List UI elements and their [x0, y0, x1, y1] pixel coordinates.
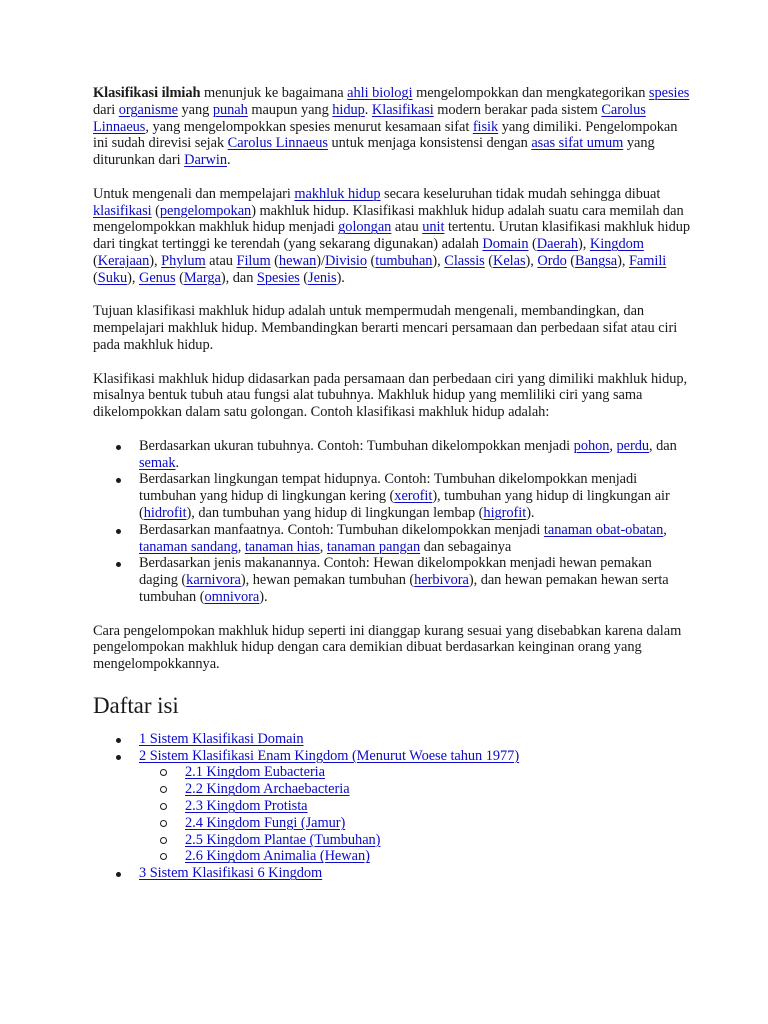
text: ), dan hewan pemakan hewan serta tumbuhan ( [139, 572, 669, 605]
link-carolus-linnaeus-2[interactable]: Carolus Linnaeus [227, 135, 328, 152]
text: ), dan [220, 269, 257, 286]
toc-subitem [185, 764, 691, 781]
classification-order-paragraph [93, 186, 691, 287]
toc-link-eubacteria[interactable]: 2.1 Kingdom Eubacteria [185, 764, 325, 781]
link-pohon[interactable]: pohon [573, 437, 610, 454]
link-kelas[interactable]: Kelas [493, 252, 526, 269]
link-ordo[interactable]: Ordo [537, 252, 567, 269]
link-klasifikasi-2[interactable]: klasifikasi [93, 202, 152, 219]
link-hewan[interactable]: hewan [278, 252, 317, 269]
link-carolus-linnaeus[interactable]: Carolus Linnaeus [93, 101, 646, 135]
link-organisme[interactable]: organisme [118, 101, 178, 118]
toc-subitem [185, 781, 691, 798]
text: ( [366, 252, 376, 269]
toc-sublist [139, 764, 691, 865]
document-body [93, 85, 691, 882]
toc-link-6-kingdom[interactable]: 3 Sistem Klasifikasi 6 Kingdom [139, 865, 323, 882]
list-item [139, 438, 691, 472]
text: ). [336, 269, 345, 286]
text: dan sebagainya [420, 538, 512, 555]
link-klasifikasi[interactable]: Klasifikasi [371, 101, 434, 118]
text: , dan [649, 437, 677, 454]
link-hidup[interactable]: hidup [332, 101, 365, 118]
text: yang dimiliki. Pengelompokan ini sudah direvisi sejak [93, 118, 678, 152]
toc-link-fungi[interactable]: 2.4 Kingdom Fungi (Jamur) [185, 814, 346, 831]
intro-paragraph [93, 85, 691, 169]
link-tumbuhan[interactable]: tumbuhan [375, 252, 433, 269]
link-semak[interactable]: semak [139, 454, 176, 471]
link-unit[interactable]: unit [422, 219, 445, 236]
text: )/ [316, 252, 325, 269]
text: modern berakar pada sistem [433, 101, 602, 118]
text: atau [205, 252, 237, 269]
link-omnivora[interactable]: omnivora [204, 588, 260, 605]
text: ( [175, 269, 184, 286]
link-kingdom[interactable]: Kingdom [589, 236, 644, 253]
toc-link-protista[interactable]: 2.3 Kingdom Protista [185, 798, 308, 815]
text: secara keseluruhan tidak mudah sehingga dibuat [380, 185, 661, 202]
text: Berdasarkan manfaatnya. Contoh: Tumbuhan dikelompokkan menjadi [139, 521, 544, 538]
text: Berdasarkan lingkungan tempat hidupnya. Contoh: Tumbuhan dikelompokkan menjadi tumbuhan yang hidup di lingkungan kering ( [139, 471, 638, 505]
text: menunjuk ke bagaimana [200, 85, 348, 101]
toc-link-animalia[interactable]: 2.6 Kingdom Animalia (Hewan) [185, 848, 370, 865]
example-list [93, 438, 691, 606]
link-suku[interactable]: Suku [97, 269, 128, 286]
text: ), dan tumbuhan yang hidup di lingkungan lembap ( [186, 504, 484, 521]
text: ( [151, 202, 160, 219]
link-karnivora[interactable]: karnivora [186, 572, 241, 589]
link-tanaman-pangan[interactable]: tanaman pangan [326, 538, 421, 555]
link-spesies-2[interactable]: Spesies [256, 269, 300, 286]
text: . [226, 152, 231, 169]
link-pengelompokan[interactable]: pengelompokan [159, 202, 252, 219]
list-item [139, 522, 691, 556]
toc-item [139, 865, 691, 882]
text: , [319, 538, 327, 555]
text: maupun yang [247, 101, 333, 118]
link-phylum[interactable]: Phylum [161, 252, 206, 269]
text: ), [525, 252, 538, 269]
link-spesies[interactable]: spesies [648, 85, 690, 101]
list-item [139, 471, 691, 521]
toc-item [139, 731, 691, 748]
basis-paragraph: Klasifikasi makhluk hidup didasarkan pada persamaan dan perbedaan ciri yang dimiliki makhluk hidup, misalnya bentuk tubuh atau fungsi alat tubuhnya. Makhluk hidup yang memliliki ciri yang sama dikelompokkan dalam satu golongan. Contoh klasifikasi makhluk hidup adalah: [93, 370, 688, 421]
link-darwin[interactable]: Darwin [184, 152, 227, 169]
toc-subitem [185, 848, 691, 865]
text: , [663, 521, 667, 538]
toc-item [139, 748, 691, 866]
text: ), [578, 236, 590, 253]
link-bangsa[interactable]: Bangsa [575, 252, 618, 269]
link-higrofit[interactable]: higrofit [483, 504, 527, 521]
toc-link-archaebacteria[interactable]: 2.2 Kingdom Archaebacteria [185, 781, 350, 798]
link-tanaman-obat-obatan[interactable]: tanaman obat-obatan [543, 521, 664, 538]
link-ahli-biologi[interactable]: ahli biologi [347, 85, 413, 101]
text: Untuk mengenali dan mempelajari [93, 185, 295, 202]
text: atau [391, 219, 423, 236]
toc-subitem [185, 832, 691, 849]
text: dari [93, 101, 119, 118]
text: . [364, 101, 372, 118]
link-golongan[interactable]: golongan [338, 219, 392, 236]
link-fisik[interactable]: fisik [472, 118, 499, 135]
text: tertentu. Urutan klasifikasi makhluk hidup dari tingkat tertinggi ke terendah (yang sekarang digunakan) adalah [93, 219, 691, 253]
link-famili[interactable]: Famili [628, 252, 667, 269]
list-item [139, 555, 691, 605]
toc-link-plantae[interactable]: 2.5 Kingdom Plantae (Tumbuhan) [185, 831, 381, 848]
link-domain[interactable]: Domain [482, 236, 529, 253]
table-of-contents [93, 731, 691, 882]
text: ) makhluk hidup. Klasifikasi makhluk hidup adalah suatu cara memilah dan mengelompokkan makhluk hidup menjadi [93, 202, 684, 236]
text: untuk menjaga konsistensi dengan [327, 135, 532, 152]
text: , [237, 538, 245, 555]
link-herbivora[interactable]: herbivora [414, 572, 469, 589]
text: ( [93, 252, 98, 269]
text: ). [526, 504, 535, 521]
text: ). [259, 588, 268, 605]
toc-link-domain[interactable]: 1 Sistem Klasifikasi Domain [139, 730, 304, 747]
purpose-paragraph: Tujuan klasifikasi makhluk hidup adalah untuk mempermudah mengenali, membandingkan, dan mempelajari makhluk hidup. Membandingkan berarti mencari persamaan dan perbedaan sifat atau ciri pada makhluk hidup. [93, 303, 678, 353]
link-jenis[interactable]: Jenis [308, 269, 337, 286]
toc-subitem [185, 798, 691, 815]
toc-subitem [185, 815, 691, 832]
text: ), [127, 269, 139, 286]
link-kerajaan[interactable]: Kerajaan [97, 252, 150, 269]
text: ( [270, 252, 279, 269]
text: ( [484, 252, 493, 269]
link-perdu[interactable]: perdu [616, 437, 650, 454]
link-marga[interactable]: Marga [183, 269, 221, 286]
link-tanaman-hias[interactable]: tanaman hias [244, 538, 320, 555]
text: yang diturunkan dari [93, 135, 655, 169]
link-genus[interactable]: Genus [138, 269, 176, 286]
text: , yang mengelompokkan spesies menurut kesamaan sifat [145, 118, 473, 135]
link-filum[interactable]: Filum [236, 252, 271, 269]
text: ), [432, 252, 445, 269]
text: ( [299, 269, 309, 286]
link-hidrofit[interactable]: hidrofit [143, 504, 187, 521]
link-xerofit[interactable]: xerofit [394, 488, 433, 505]
link-tanaman-sandang[interactable]: tanaman sandang [139, 538, 238, 555]
text: ( [93, 269, 98, 286]
link-daerah[interactable]: Daerah [536, 236, 579, 253]
toc-link-enam-kingdom[interactable]: 2 Sistem Klasifikasi Enam Kingdom (Menurut Woese tahun 1977) [139, 747, 520, 764]
text: mengelompokkan dan mengkategorikan [412, 85, 649, 101]
text: ), [149, 252, 162, 269]
link-divisio[interactable]: Divisio [324, 252, 367, 269]
text: yang [177, 101, 213, 118]
text: . [175, 454, 180, 471]
text: Berdasarkan ukuran tubuhnya. Contoh: Tumbuhan dikelompokkan menjadi [139, 437, 574, 454]
intro-term: Klasifikasi ilmiah [93, 85, 201, 101]
text: ), hewan pemakan tumbuhan ( [240, 572, 415, 589]
toc-heading: Daftar isi [93, 692, 179, 718]
text: ( [566, 252, 576, 269]
text: , [609, 437, 617, 454]
text: ), tumbuhan yang hidup di lingkungan air ( [139, 488, 670, 521]
link-classis[interactable]: Classis [444, 252, 485, 269]
text: ), [617, 252, 629, 269]
text: ( [528, 236, 537, 253]
link-punah[interactable]: punah [212, 101, 248, 118]
link-asas-sifat-umum[interactable]: asas sifat umum [531, 135, 624, 152]
text: Berdasarkan jenis makanannya. Contoh: Hewan dikelompokkan menjadi hewan pemakan daging ( [139, 555, 652, 589]
link-makhluk-hidup[interactable]: makhluk hidup [294, 185, 381, 202]
method-paragraph: Cara pengelompokan makhluk hidup seperti ini dianggap kurang sesuai yang disebabkan karena dalam pengelompokan makhluk hidup dengan cara demikian dibuat berdasarkan keinginan orang yang mengelompokkannya. [93, 622, 682, 673]
